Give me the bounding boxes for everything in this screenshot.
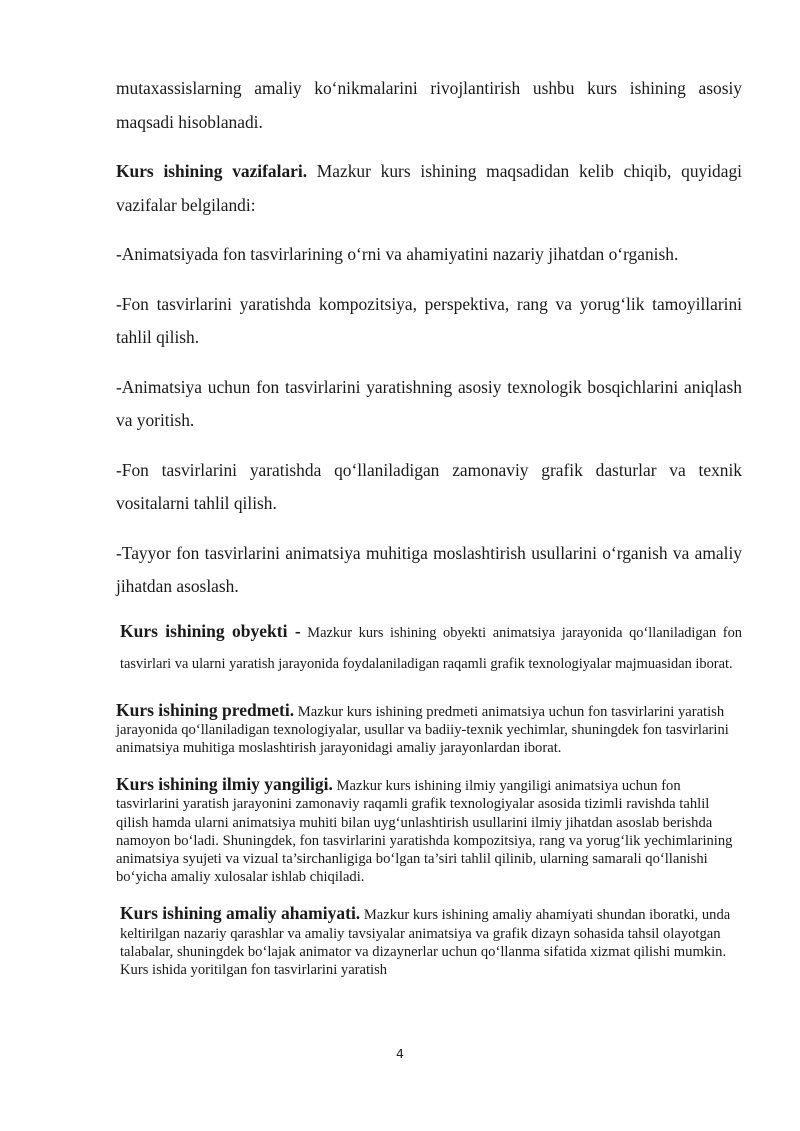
paragraph-novelty: Kurs ishining ilmiy yangiligi. Mazkur kurs ishining ilmiy yangiligi animatsiya uchun fon tasvirlarini yaratish jarayonini zamonaviy raqamli grafik texnologiyalar asosida tizimli ravishda tahlil qilish hamda ularni animatsiya muhiti bilan uyg‘unlashtirish usullarini ilmiy jihatdan asoslab berishda namoyon bo‘ladi. Shuningdek, fon tasvirlarini yaratishda kompozitsiya, rang va yorug‘lik yechimlarining animatsiya syujeti va vizual ta’sirchanligiga bo‘lgan ta’siri tahlil qilinib, ularning samarali qo‘llanishi bo‘yicha amaliy xulosalar ishlab chiqiladi. [116,774,733,886]
task-item-5: -Tayyor fon tasvirlarini animatsiya muhitiga moslashtirish usullarini o‘rganish va amaliy jihatdan asoslash. [116,542,742,596]
paragraph-subject: Kurs ishining predmeti. Mazkur kurs ishining predmeti animatsiya uchun fon tasvirlarini yaratish jarayonida qo‘llaniladigan texnologiyalar, usullar va badiiy-texnik yechimlar, shuningdek fon tasvirlarini animatsiya muhitiga moslashtirish jarayonidagi amaliy jarayonlardan iborat. [116,699,729,756]
heading-tasks: Kurs ishining vazifalari. [116,161,308,181]
task-item-4: -Fon tasvirlarini yaratishda qo‘llaniladigan zamonaviy grafik dasturlar va texnik vositalarni tahlil qilish. [116,459,742,513]
page-number: 4 [396,1046,404,1061]
heading-practical: Kurs ishining amaliy ahamiyati. [120,903,361,924]
task-item-1: -Animatsiyada fon tasvirlarining o‘rni va ahamiyatini nazariy jihatdan o‘rganish. [116,244,679,264]
paragraph-practical: Kurs ishining amaliy ahamiyati. Mazkur kurs ishining amaliy ahamiyati shundan iboratki, unda keltirilgan nazariy qarashlar va amaliy tavsiyalar animatsiya va grafik dizayn sohasida tahsil olayotgan talabalar, shuningdek bo‘lajak animator va dizaynerlar uchun qo‘llanma sifatida xizmat qilishi mumkin. Kurs ishida yoritilgan fon tasvirlarini yaratish [120,903,731,978]
task-item-2: -Fon tasvirlarini yaratishda kompozitsiya, perspektiva, rang va yorug‘lik tamoyillarini tahlil qilish. [116,293,742,347]
document-page [116,72,742,979]
paragraph-tasks: Kurs ishining vazifalari. Mazkur kurs ishining maqsadidan kelib chiqib, quyidagi vazifalar belgilandi: [116,161,742,215]
heading-object: Kurs ishining obyekti - [120,620,301,641]
heading-subject: Kurs ishining predmeti. [116,699,295,720]
paragraph-object: Kurs ishining obyekti - Mazkur kurs ishining obyekti animatsiya jarayonida qo‘llaniladigan fon tasvirlari va ularni yaratish jarayonida foydalaniladigan raqamli grafik texnologiyalar majmuasidan iborat. [120,620,742,672]
task-item-3: -Animatsiya uchun fon tasvirlarini yaratishning asosiy texnologik bosqichlarini aniqlash va yoritish. [116,376,742,430]
paragraph-intro: mutaxassislarning amaliy ko‘nikmalarini rivojlantirish ushbu kurs ishining asosiy maqsadi hisoblanadi. [116,78,742,132]
heading-novelty: Kurs ishining ilmiy yangiligi. [116,774,333,795]
